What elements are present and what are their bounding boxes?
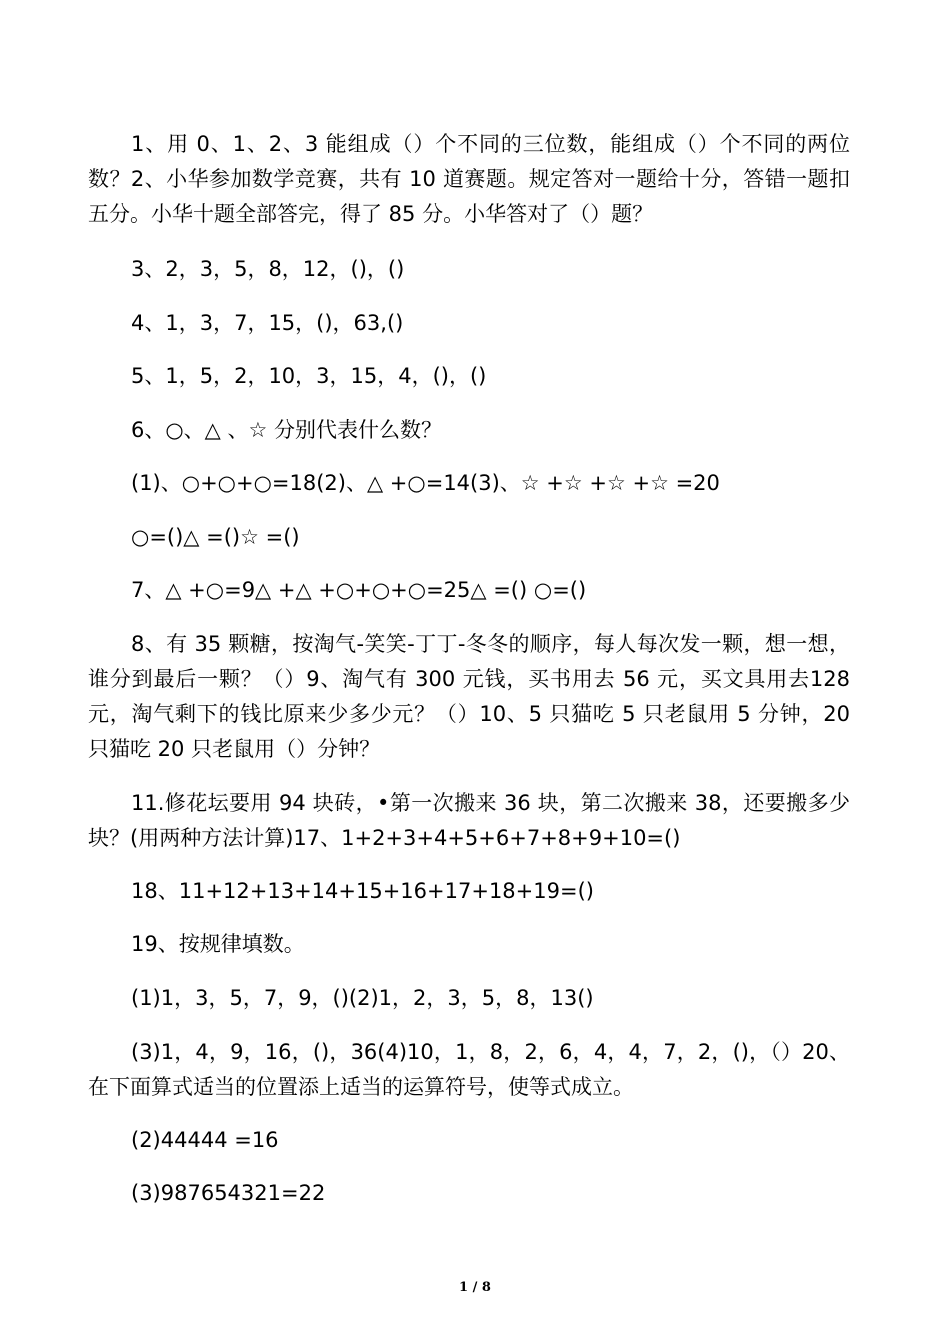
problem-19-parts-3-4-and-20: (3)1，4，9，16，()，36(4)10，1，8，2，6，4，4，7，2，()，（）20、在下面算式适当的位置添上适当的运算符号，使等式成立。 bbox=[88, 1040, 850, 1099]
problem-18: 18、11+12+13+14+15+16+17+18+19=() bbox=[131, 879, 594, 903]
problem-4: 4、1，3，7，15，()，63,() bbox=[131, 311, 404, 335]
page-number: 1 / 8 bbox=[459, 1280, 491, 1295]
problem-6-answers: ○=()△ =()☆ =() bbox=[131, 525, 300, 549]
problem-1-2: 1、用 0、1、2、3 能组成（）个不同的三位数，能组成（）个不同的两位数？2、小华参加数学竞赛，共有 10 道赛题。规定答对一题给十分，答错一题扣五分。小华十题全部答完，得了 85 分。小华答对了（）题？ bbox=[88, 132, 850, 226]
problem-19-parts-1-2: (1)1，3，5，7，9，()(2)1，2，3，5，8，13() bbox=[131, 986, 594, 1010]
problem-6: 6、○、△ 、☆ 分别代表什么数？ bbox=[131, 418, 443, 442]
problem-6-equations: (1)、○+○+○=18(2)、△ +○=14(3)、☆ +☆ +☆ +☆ =20 bbox=[131, 471, 720, 495]
problem-11-17: 11.修花坛要用 94 块砖，•第一次搬来 36 块，第二次搬来 38，还要搬多少块？(用两种方法计算)17、1+2+3+4+5+6+7+8+9+10=() bbox=[88, 791, 850, 850]
problem-7: 7、△ +○=9△ +△ +○+○+○=25△ =() ○=() bbox=[131, 578, 587, 602]
problem-19: 19、按规律填数。 bbox=[131, 932, 305, 956]
problem-20-part-2: (2)44444 =16 bbox=[131, 1128, 279, 1152]
problem-20-part-3: (3)987654321=22 bbox=[131, 1181, 326, 1205]
problem-5: 5、1，5，2，10，3，15，4，()，() bbox=[131, 364, 487, 388]
problem-3: 3、2，3，5，8，12，()，() bbox=[131, 257, 405, 281]
problem-8-10: 8、有 35 颗糖，按淘气-笑笑-丁丁-冬冬的顺序，每人每次发一颗，想一想，谁分到最后一颗？（）9、淘气有 300 元钱，买书用去 56 元，买文具用去128 元，淘气剩下的钱比原来少多少元？（）10、5 只猫吃 5 只老鼠用 5 分钟，20 只猫吃 20 只老鼠用（）分钟？ bbox=[88, 632, 850, 761]
